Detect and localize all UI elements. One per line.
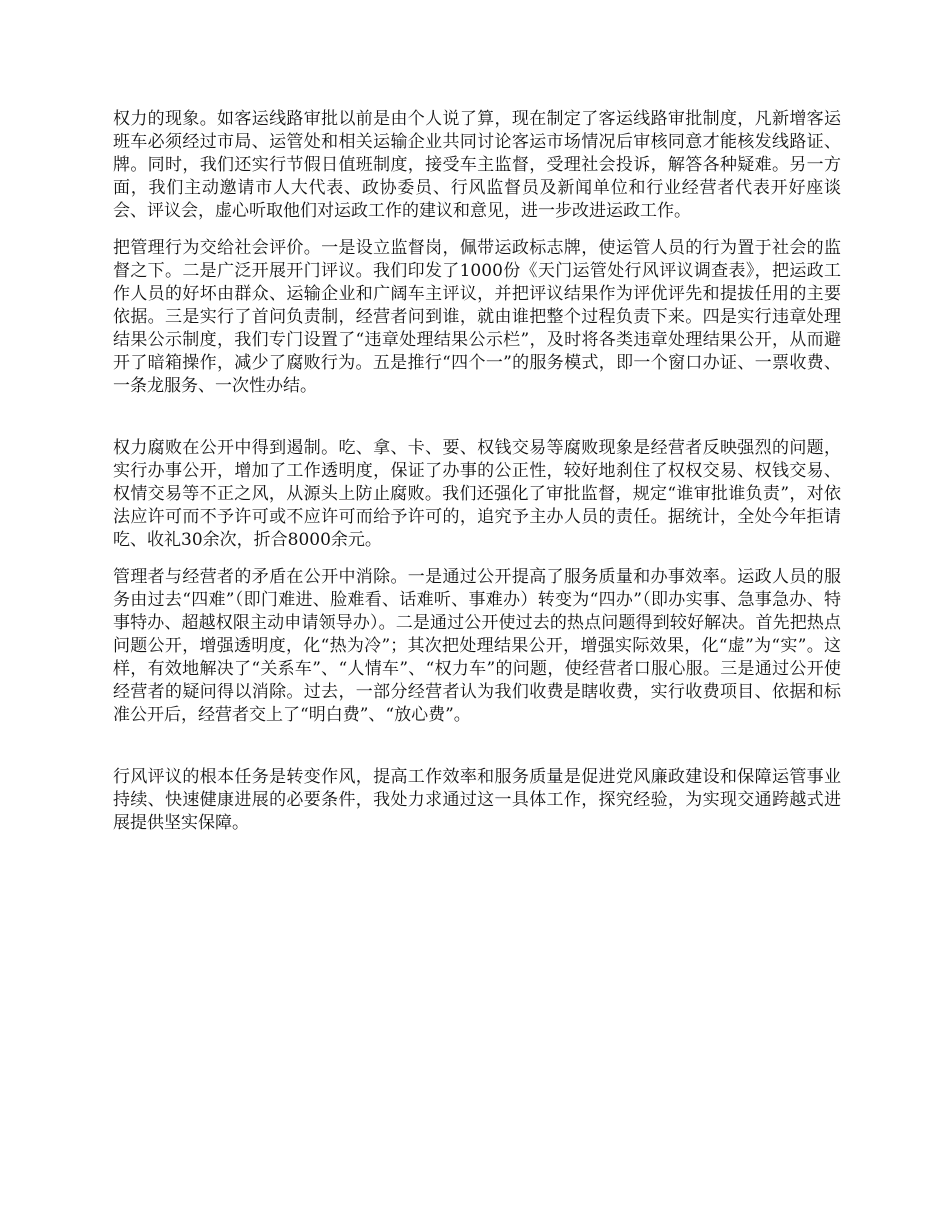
paragraph-gap xyxy=(113,223,841,237)
paragraph-3: 权力腐败在公开中得到遏制。吃、拿、卡、要、权钱交易等腐败现象是经营者反映强烈的问题，实行办事公开，增加了工作透明度，保证了办事的公正性，较好地刹住了权权交易、权钱交易、权情交易等不正之风，从源头上防止腐败。我们还强化了审批监督，规定“谁审批谁负责”，对依法应许可而不予许可或不应许可而给予许可的，追究予主办人员的责任。据统计，全处今年拒请吃、收礼30余次，折合8000余元。 xyxy=(113,438,841,550)
paragraph-5: 行风评议的根本任务是转变作风，提高工作效率和服务质量是促进党风廉政建设和保障运管事业持续、快速健康进展的必要条件，我处力求通过这一具体工作，探究经验，为实现交通跨越式进展提供坚实保障。 xyxy=(113,767,841,833)
paragraph-gap xyxy=(113,552,841,566)
paragraph-gap xyxy=(113,727,841,766)
paragraph-2: 把管理行为交给社会评价。一是设立监督岗，佩带运政标志牌，使运管人员的行为置于社会的监督之下。二是广泛开展开门评议。我们印发了1000份《天门运管处行风评议调查表》，把运政工作人员的好坏由群众、运输企业和广阔车主评议，并把评议结果作为评优评先和提拔任用的主要依据。三是实行了首问负责制，经营者问到谁，就由谁把整个过程负责下来。四是实行违章处理结果公示制度，我们专门设置了“违章处理结果公示栏”，及时将各类违章处理结果公开，从而避开了暗箱操作，减少了腐败行为。五是推行“四个一”的服务模式，即一个窗口办证、一票收费、一条龙服务、一次性办结。 xyxy=(113,238,841,396)
paragraph-gap xyxy=(113,398,841,437)
document-body xyxy=(113,108,841,835)
paragraph-4: 管理者与经营者的矛盾在公开中消除。一是通过公开提高了服务质量和办事效率。运政人员的服务由过去“四难”（即门难进、脸难看、话难听、事难办）转变为“四办”（即办实事、急事急办、特事特办、超越权限主动申请领导办）。二是通过公开使过去的热点问题得到较好解决。首先把热点问题公开，增强透明度，化“热为冷”；其次把处理结果公开，增强实际效果，化“虚”为“实”。这样，有效地解决了“关系车”、“人情车”、“权力车”的问题，使经营者口服心服。三是通过公开使经营者的疑问得以消除。过去，一部分经营者认为我们收费是瞎收费，实行收费项目、依据和标准公开后，经营者交上了“明白费”、“放心费”。 xyxy=(113,567,841,725)
paragraph-1: 权力的现象。如客运线路审批以前是由个人说了算，现在制定了客运线路审批制度，凡新增客运班车必须经过市局、运管处和相关运输企业共同讨论客运市场情况后审核同意才能核发线路证、牌。同时，我们还实行节假日值班制度，接受车主监督，受理社会投诉，解答各种疑难。另一方面，我们主动邀请市人大代表、政协委员、行风监督员及新闻单位和行业经营者代表开好座谈会、评议会，虚心听取他们对运政工作的建议和意见，进一步改进运政工作。 xyxy=(113,109,841,221)
